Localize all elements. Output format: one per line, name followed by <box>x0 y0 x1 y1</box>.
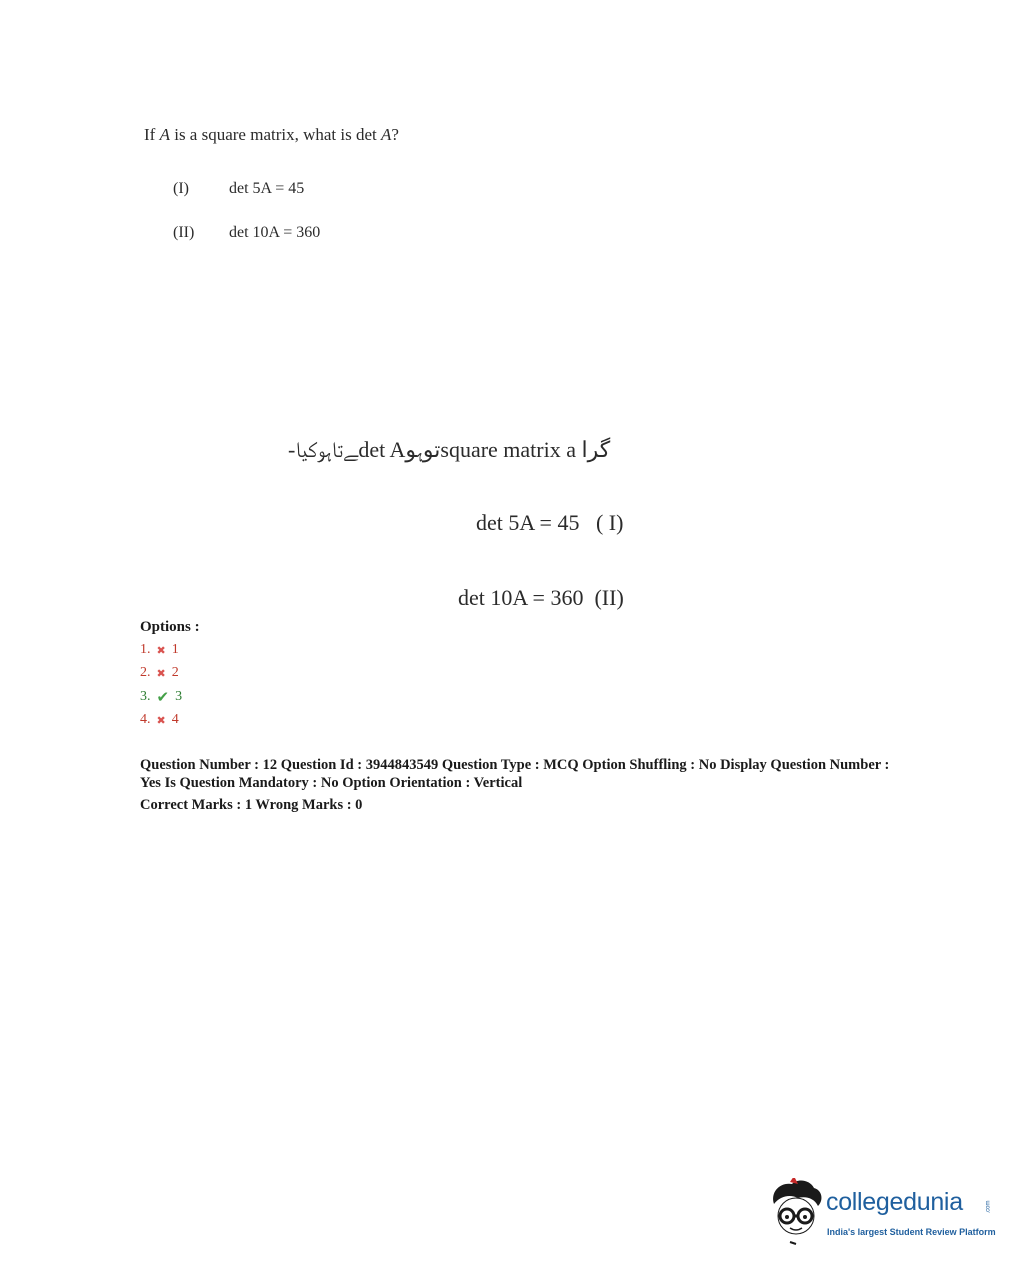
statement-1-number: (I) <box>173 180 189 197</box>
option-3-number: 3. <box>140 689 151 704</box>
question-prefix: If <box>144 125 160 144</box>
urdu-statement-1-number: ( I) <box>595 510 624 535</box>
correct-check-icon: ✔ <box>156 688 170 706</box>
statement-2-number: (II) <box>173 224 195 241</box>
option-4-number: 4. <box>140 712 151 727</box>
wrong-cross-icon: ✖ <box>156 713 166 727</box>
statement-1-text: det 5A = 45 <box>229 180 305 197</box>
question-urdu: -ﮯﺗﺎﮨﻮﮐﯿﺎdet Aﺗﻮﮨﻮsquare matrix a ﮔﺮا <box>288 437 611 462</box>
option-3-value: 3 <box>175 689 183 704</box>
question-var-a: A <box>159 125 170 144</box>
logo-tagline: India's largest Student Review Platform <box>827 1227 996 1237</box>
wrong-cross-icon: ✖ <box>156 666 166 680</box>
statement-2-text: det 10A = 360 <box>229 224 321 241</box>
option-1-number: 1. <box>140 642 151 657</box>
question-metadata: Question Number : 12 Question Id : 3944843549 Question Type : MCQ Option Shuffling : No Display Question Number : Yes Is Question Mandatory : No Option Orientation : Vertical <box>140 757 890 791</box>
option-4 <box>140 712 179 728</box>
collegedunia-logo <box>768 1178 998 1248</box>
option-2-number: 2. <box>140 665 151 680</box>
question-english <box>144 125 399 145</box>
wrong-cross-icon: ✖ <box>156 643 166 657</box>
options-title: Options : <box>140 619 200 635</box>
option-2 <box>140 665 179 681</box>
urdu-statement-2 <box>458 585 624 611</box>
urdu-statement-1 <box>476 510 623 536</box>
urdu-statement-1-text: det 5A = 45 <box>476 510 580 535</box>
option-4-value: 4 <box>171 712 179 727</box>
logo-dotcom: .com <box>985 1200 992 1214</box>
question-suffix: ? <box>391 125 399 144</box>
option-2-value: 2 <box>171 665 179 680</box>
option-1 <box>140 642 179 658</box>
option-1-value: 1 <box>171 642 179 657</box>
marks-info: Correct Marks : 1 Wrong Marks : 0 <box>140 797 363 813</box>
logo-wordmark: collegedunia <box>826 1188 963 1216</box>
option-3 <box>140 688 182 706</box>
mascot-icon <box>768 1178 826 1248</box>
urdu-statement-2-number: (II) <box>594 585 624 610</box>
urdu-statement-2-text: det 10A = 360 <box>458 585 584 610</box>
question-middle: is a square matrix, what is det <box>169 125 381 144</box>
question-var-a-2: A <box>381 125 392 144</box>
